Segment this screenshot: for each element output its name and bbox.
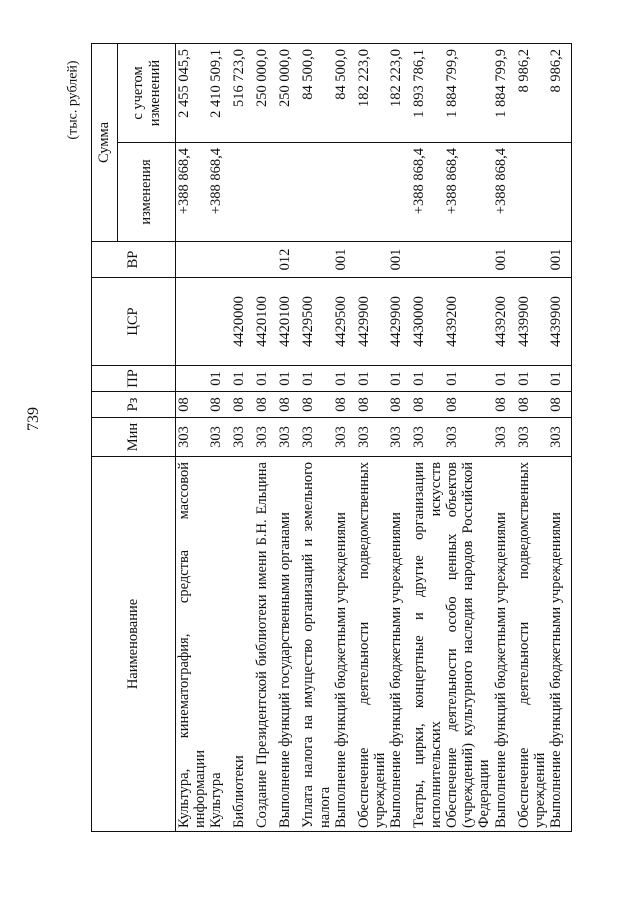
cell-vr <box>254 242 277 278</box>
table-row <box>208 44 231 832</box>
cell-pr: 01 <box>333 366 356 392</box>
cell-change <box>516 143 548 242</box>
cell-with-change: 1 893 786,1 <box>411 44 443 143</box>
header-pr: ПР <box>92 366 176 392</box>
cell-pr: 01 <box>548 366 572 392</box>
cell-pr: 01 <box>356 366 388 392</box>
cell-pr: 01 <box>254 366 277 392</box>
cell-with-change: 2 455 045,5 <box>176 44 209 143</box>
cell-csr: 4439900 <box>516 278 548 366</box>
budget-table <box>91 43 572 832</box>
cell-vr <box>208 242 231 278</box>
cell-change: +388 868,4 <box>176 143 209 242</box>
cell-change: +388 868,4 <box>208 143 231 242</box>
cell-csr: 4420100 <box>277 278 300 366</box>
header-rz: Рз <box>92 392 176 418</box>
cell-rz: 08 <box>254 392 277 418</box>
cell-csr: 4429500 <box>333 278 356 366</box>
table-row <box>356 44 388 832</box>
header-change: изменения <box>118 143 176 242</box>
cell-change <box>277 143 300 242</box>
cell-min: 303 <box>356 418 388 457</box>
cell-with-change: 2 410 509,1 <box>208 44 231 143</box>
cell-csr: 4429900 <box>356 278 388 366</box>
cell-rz: 08 <box>356 392 388 418</box>
cell-csr: 4439900 <box>548 278 572 366</box>
cell-vr <box>356 242 388 278</box>
table-row <box>444 44 493 832</box>
cell-rz: 08 <box>231 392 254 418</box>
header-csr: ЦСР <box>92 278 176 366</box>
cell-change: +388 868,4 <box>444 143 493 242</box>
cell-change <box>388 143 411 242</box>
cell-rz: 08 <box>277 392 300 418</box>
header-sum: Сумма <box>92 44 118 242</box>
cell-vr: 001 <box>493 242 516 278</box>
cell-name: Выполнение функций государственными органами <box>277 457 300 832</box>
cell-change: +388 868,4 <box>493 143 516 242</box>
cell-name: Обеспечение деятельности особо ценных объектов (учреждений) культурного наследия народов Российской Федерации <box>444 457 493 832</box>
cell-rz: 08 <box>493 392 516 418</box>
cell-name: Создание Президентской библиотеки имени Б.Н. Ельцина <box>254 457 277 832</box>
cell-with-change: 1 884 799,9 <box>444 44 493 143</box>
cell-vr <box>411 242 443 278</box>
cell-pr: 01 <box>300 366 332 392</box>
header-with-change: с учетом изменений <box>118 44 176 143</box>
cell-pr: 01 <box>208 366 231 392</box>
cell-change <box>548 143 572 242</box>
cell-change <box>356 143 388 242</box>
cell-name: Театры, цирки, концертные и другие организации исполнительских искусств <box>411 457 443 832</box>
cell-min: 303 <box>300 418 332 457</box>
table-row <box>493 44 516 832</box>
cell-csr <box>176 278 209 366</box>
cell-name: Выполнение функций бюджетными учреждениями <box>493 457 516 832</box>
budget-table-container <box>91 44 565 832</box>
cell-csr: 4420100 <box>254 278 277 366</box>
cell-vr <box>300 242 332 278</box>
cell-min: 303 <box>516 418 548 457</box>
cell-name: Обеспечение деятельности подведомственных учреждений <box>516 457 548 832</box>
cell-csr: 4429900 <box>388 278 411 366</box>
cell-vr <box>516 242 548 278</box>
cell-csr: 4429500 <box>300 278 332 366</box>
cell-csr: 4439200 <box>444 278 493 366</box>
cell-rz: 08 <box>300 392 332 418</box>
cell-with-change: 182 223,0 <box>388 44 411 143</box>
cell-vr <box>176 242 209 278</box>
cell-rz: 08 <box>176 392 209 418</box>
cell-name: Выполнение функций бюджетными учреждениями <box>548 457 572 832</box>
cell-rz: 08 <box>516 392 548 418</box>
cell-min: 303 <box>411 418 443 457</box>
units-note: (тыс. рублей) <box>66 60 82 140</box>
cell-name: Библиотеки <box>231 457 254 832</box>
page-number: 739 <box>25 407 42 431</box>
cell-min: 303 <box>493 418 516 457</box>
cell-with-change: 84 500,0 <box>300 44 332 143</box>
cell-vr: 001 <box>333 242 356 278</box>
table-row <box>176 44 209 832</box>
cell-min: 303 <box>388 418 411 457</box>
cell-with-change: 250 000,0 <box>277 44 300 143</box>
cell-change <box>300 143 332 242</box>
cell-name: Выполнение функций бюджетными учреждениями <box>333 457 356 832</box>
cell-rz: 08 <box>208 392 231 418</box>
table-row <box>254 44 277 832</box>
cell-min: 303 <box>277 418 300 457</box>
cell-name: Культура <box>208 457 231 832</box>
cell-vr: 001 <box>388 242 411 278</box>
cell-with-change: 250 000,0 <box>254 44 277 143</box>
cell-with-change: 8 986,2 <box>548 44 572 143</box>
cell-rz: 08 <box>548 392 572 418</box>
cell-name: Обеспечение деятельности подведомственных учреждений <box>356 457 388 832</box>
header-vr: ВР <box>92 242 176 278</box>
cell-pr: 01 <box>444 366 493 392</box>
cell-with-change: 182 223,0 <box>356 44 388 143</box>
cell-rz: 08 <box>411 392 443 418</box>
cell-min: 303 <box>254 418 277 457</box>
header-name: Наименование <box>92 457 176 832</box>
cell-with-change: 84 500,0 <box>333 44 356 143</box>
table-row <box>388 44 411 832</box>
cell-vr <box>444 242 493 278</box>
cell-vr: 001 <box>548 242 572 278</box>
cell-pr: 01 <box>231 366 254 392</box>
cell-with-change: 8 986,2 <box>516 44 548 143</box>
cell-pr: 01 <box>411 366 443 392</box>
cell-rz: 08 <box>388 392 411 418</box>
cell-change: +388 868,4 <box>411 143 443 242</box>
cell-pr <box>176 366 209 392</box>
table-row <box>548 44 572 832</box>
cell-name: Выполнение функций бюджетными учреждениями <box>388 457 411 832</box>
cell-change <box>254 143 277 242</box>
cell-change <box>231 143 254 242</box>
cell-min: 303 <box>208 418 231 457</box>
cell-change <box>333 143 356 242</box>
cell-csr: 4439200 <box>493 278 516 366</box>
cell-name: Культура, кинематография, средства массовой информации <box>176 457 209 832</box>
cell-min: 303 <box>231 418 254 457</box>
table-row <box>333 44 356 832</box>
table-row <box>411 44 443 832</box>
cell-vr: 012 <box>277 242 300 278</box>
cell-vr <box>231 242 254 278</box>
cell-pr: 01 <box>516 366 548 392</box>
cell-pr: 01 <box>493 366 516 392</box>
cell-rz: 08 <box>444 392 493 418</box>
cell-csr <box>208 278 231 366</box>
cell-pr: 01 <box>277 366 300 392</box>
cell-csr: 4430000 <box>411 278 443 366</box>
cell-csr: 4420000 <box>231 278 254 366</box>
table-row <box>300 44 332 832</box>
cell-min: 303 <box>548 418 572 457</box>
table-row <box>231 44 254 832</box>
cell-name: Уплата налога на имущество организаций и земельного налога <box>300 457 332 832</box>
table-row <box>516 44 548 832</box>
table-row <box>277 44 300 832</box>
cell-pr: 01 <box>388 366 411 392</box>
cell-min: 303 <box>444 418 493 457</box>
cell-with-change: 1 884 799,9 <box>493 44 516 143</box>
cell-min: 303 <box>333 418 356 457</box>
header-min: Мин <box>92 418 176 457</box>
cell-min: 303 <box>176 418 209 457</box>
cell-rz: 08 <box>333 392 356 418</box>
cell-with-change: 516 723,0 <box>231 44 254 143</box>
